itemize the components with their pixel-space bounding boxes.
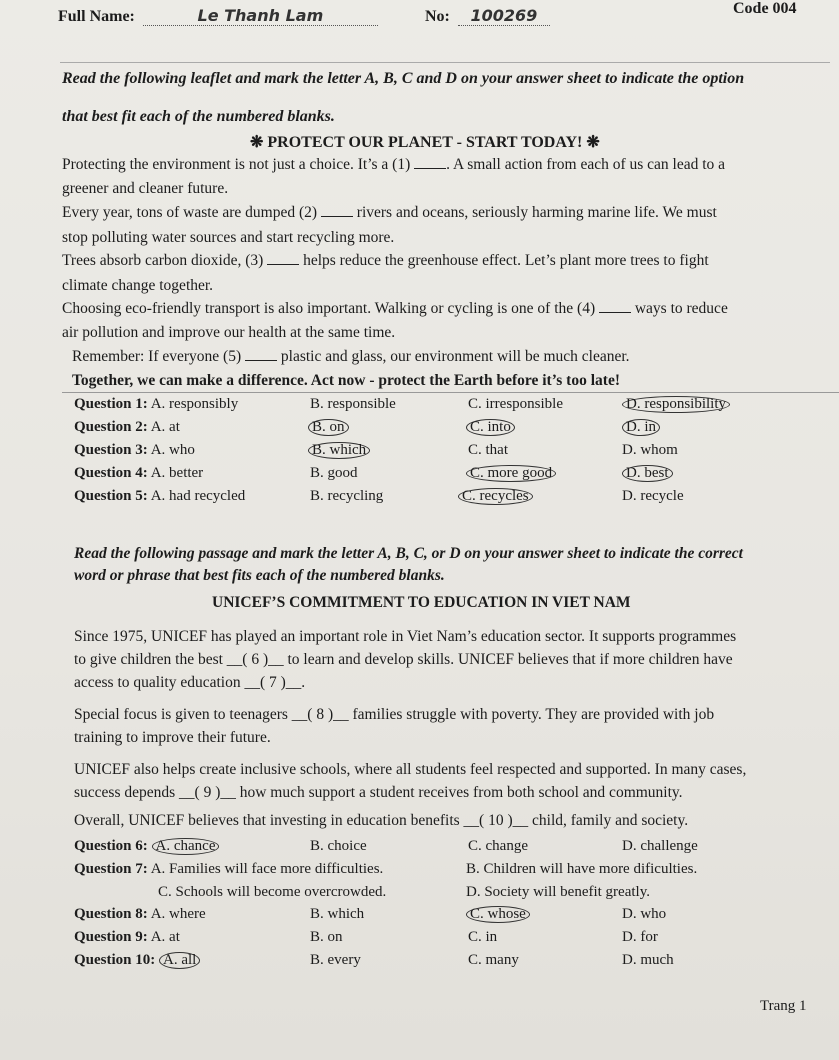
number-label: No: bbox=[425, 8, 450, 25]
question-6: Question 6: A. chance bbox=[74, 838, 219, 855]
q6-option-c[interactable]: C. change bbox=[468, 838, 528, 854]
leaflet-line-6: climate change together. bbox=[62, 277, 214, 294]
passage-p1-line1: Since 1975, UNICEF has played an important role in Viet Nam’s education sector. It supports programmes bbox=[74, 628, 737, 645]
q3-option-d[interactable]: D. whom bbox=[622, 442, 678, 458]
q3-option-c[interactable]: C. that bbox=[468, 442, 508, 458]
question-10: Question 10: A. all bbox=[74, 952, 200, 969]
q5-option-c[interactable]: C. recycles bbox=[458, 488, 533, 505]
page-number: Trang 1 bbox=[760, 998, 807, 1014]
q6-option-b[interactable]: B. choice bbox=[310, 838, 367, 854]
passage-p3-line1: UNICEF also helps create inclusive schools, where all students feel respected and supported. In many cases, bbox=[74, 761, 747, 778]
q8-option-b[interactable]: B. which bbox=[310, 906, 365, 922]
question-4: Question 4: A. better bbox=[74, 465, 204, 481]
question-1: Question 1: A. responsibly bbox=[74, 396, 239, 412]
number-handwritten: 100269 bbox=[458, 6, 550, 26]
q4-option-c[interactable]: C. more good bbox=[466, 465, 556, 482]
passage-p2-line2: training to improve their future. bbox=[74, 729, 271, 746]
q10-option-c[interactable]: C. many bbox=[468, 952, 519, 968]
section2-instruction-line1: Read the following passage and mark the letter A, B, C, or D on your answer sheet to indicate the correct bbox=[74, 545, 743, 562]
q3-option-b[interactable]: B. which bbox=[308, 442, 370, 459]
q8-option-d[interactable]: D. who bbox=[622, 906, 667, 922]
passage-title: UNICEF’S COMMITMENT TO EDUCATION IN VIET NAM bbox=[212, 594, 631, 611]
section1-instruction-line2: that best fit each of the numbered blanks. bbox=[62, 108, 335, 125]
header-divider bbox=[60, 62, 830, 63]
number-row bbox=[425, 6, 550, 26]
question-8: Question 8: A. where bbox=[74, 906, 206, 922]
q8-option-c[interactable]: C. whose bbox=[466, 906, 530, 923]
q9-option-c[interactable]: C. in bbox=[468, 929, 498, 945]
q5-option-b[interactable]: B. recycling bbox=[310, 488, 384, 504]
question-7: Question 7: A. Families will face more difficulties. bbox=[74, 861, 384, 877]
passage-p2-line1: Special focus is given to teenagers __( 8 )__ families struggle with poverty. They are provided with job bbox=[74, 706, 715, 723]
section2-instruction-line2: word or phrase that best fits each of the numbered blanks. bbox=[74, 567, 445, 584]
leaflet-line-1: Protecting the environment is not just a choice. It’s a (1) . A small action from each of us can lead to a bbox=[62, 156, 726, 173]
q9-option-b[interactable]: B. on bbox=[310, 929, 343, 945]
leaflet-line-9: Remember: If everyone (5) plastic and glass, our environment will be much cleaner. bbox=[72, 348, 630, 365]
leaflet-line-3: Every year, tons of waste are dumped (2) rivers and oceans, seriously harming marine life. We must bbox=[62, 204, 717, 221]
q5-option-d[interactable]: D. recycle bbox=[622, 488, 684, 504]
q10-option-b[interactable]: B. every bbox=[310, 952, 361, 968]
full-name-row bbox=[58, 6, 378, 26]
leaflet-line-4: stop polluting water sources and start recycling more. bbox=[62, 229, 395, 246]
q2-option-c[interactable]: C. into bbox=[466, 419, 515, 436]
question-3: Question 3: A. who bbox=[74, 442, 195, 458]
q4-option-d[interactable]: D. best bbox=[622, 465, 673, 482]
star-icon: ❋ bbox=[250, 134, 264, 151]
q7-option-d[interactable]: D. Society will benefit greatly. bbox=[466, 884, 650, 900]
star-icon: ❋ bbox=[586, 134, 600, 151]
passage-p3-line2: success depends __( 9 )__ how much support a student receives from both school and community. bbox=[74, 784, 683, 801]
q1-option-c[interactable]: C. irresponsible bbox=[468, 396, 563, 412]
leaflet-line-8: air pollution and improve our health at the same time. bbox=[62, 324, 396, 341]
question-2: Question 2: A. at bbox=[74, 419, 180, 435]
q7-option-b[interactable]: B. Children will have more dificulties. bbox=[466, 861, 698, 877]
q4-option-b[interactable]: B. good bbox=[310, 465, 358, 481]
q7-option-c[interactable]: C. Schools will become overcrowded. bbox=[158, 884, 387, 900]
passage-p1-line2: to give children the best __( 6 )__ to learn and develop skills. UNICEF believes that if more children have bbox=[74, 651, 733, 668]
full-name-handwritten: Le Thanh Lam bbox=[143, 6, 378, 26]
full-name-label: Full Name: bbox=[58, 8, 135, 25]
leaflet-bottom-rule bbox=[62, 392, 839, 393]
leaflet-closing: Together, we can make a difference. Act now - protect the Earth before it’s too late! bbox=[72, 372, 620, 389]
passage-p1-line3: access to quality education __( 7 )__. bbox=[74, 674, 306, 691]
leaflet-line-5: Trees absorb carbon dioxide, (3) helps reduce the greenhouse effect. Let’s plant more trees to fight bbox=[62, 252, 709, 269]
exam-code: Code 004 bbox=[733, 0, 797, 17]
leaflet-title: ❋ PROTECT OUR PLANET - START TODAY! ❋ bbox=[250, 134, 600, 151]
q6-option-d[interactable]: D. challenge bbox=[622, 838, 698, 854]
q2-option-d[interactable]: D. in bbox=[622, 419, 660, 436]
leaflet-line-7: Choosing eco-friendly transport is also important. Walking or cycling is one of the (4) ways to reduce bbox=[62, 300, 728, 317]
section1-instruction-line1: Read the following leaflet and mark the letter A, B, C and D on your answer sheet to indicate the option bbox=[62, 70, 745, 87]
q1-option-d[interactable]: D. responsibility bbox=[622, 396, 730, 413]
leaflet-line-2: greener and cleaner future. bbox=[62, 180, 229, 197]
q1-option-b[interactable]: B. responsible bbox=[310, 396, 396, 412]
passage-p4-line1: Overall, UNICEF believes that investing in education benefits __( 10 )__ child, family and society. bbox=[74, 812, 689, 829]
question-5: Question 5: A. had recycled bbox=[74, 488, 246, 504]
q10-option-d[interactable]: D. much bbox=[622, 952, 674, 968]
q9-option-d[interactable]: D. for bbox=[622, 929, 658, 945]
question-9: Question 9: A. at bbox=[74, 929, 180, 945]
q2-option-b[interactable]: B. on bbox=[308, 419, 349, 436]
